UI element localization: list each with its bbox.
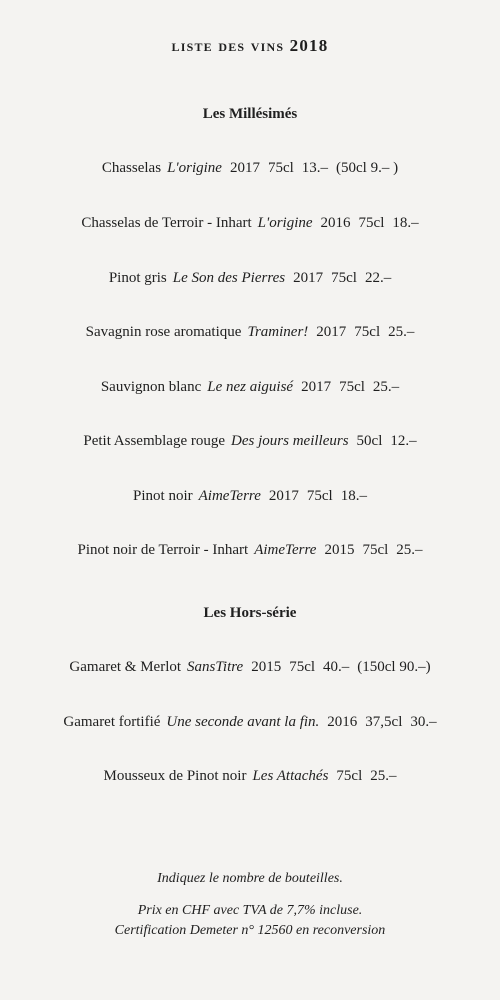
- wine-name: Gamaret fortifié: [63, 714, 161, 730]
- footer-certification: Certification Demeter n° 12560 en reconversion: [114, 923, 386, 938]
- wine-price: 25.–: [396, 542, 423, 558]
- wine-cuvee: AimeTerre: [198, 488, 261, 504]
- wine-item: [0, 768, 500, 785]
- wine-cuvee: Le nez aiguisé: [207, 379, 294, 395]
- wine-volume: 75cl: [362, 542, 389, 558]
- wine-name: Chasselas de Terroir - Inhart: [81, 215, 252, 231]
- wine-year: 2017: [316, 324, 347, 340]
- wine-cuvee: L'origine: [257, 215, 313, 231]
- wine-name: Mousseux de Pinot noir: [103, 768, 247, 784]
- wine-year: 2016: [327, 714, 358, 730]
- wine-price: 30.–: [410, 714, 437, 730]
- wine-price: 22.–: [364, 270, 392, 286]
- wine-name: Pinot gris: [108, 270, 167, 286]
- wine-name: Pinot noir de Terroir - Inhart: [77, 542, 249, 558]
- wine-year: 2015: [251, 659, 282, 675]
- wine-price: 25.–: [372, 379, 400, 395]
- wine-price: 40.–: [323, 659, 350, 675]
- wine-volume: 75cl: [354, 324, 381, 340]
- wine-item: [0, 542, 500, 559]
- wine-year: 2017: [301, 379, 332, 395]
- footer-price-note: Prix en CHF avec TVA de 7,7% incluse.: [137, 903, 363, 918]
- wine-item: [0, 379, 500, 396]
- wine-price: 18.–: [340, 488, 367, 504]
- wine-name: Pinot noir: [133, 488, 193, 504]
- wine-extra: (150cl 90.–): [357, 659, 431, 675]
- wine-item: [0, 324, 500, 341]
- wine-item: [0, 270, 500, 287]
- wine-name: Sauvignon blanc: [100, 379, 202, 395]
- wine-year: 2017: [268, 488, 299, 504]
- wine-cuvee: Des jours meilleurs: [231, 433, 349, 449]
- wine-price: 13.–: [301, 160, 329, 176]
- wine-volume: 75cl: [336, 768, 363, 784]
- wine-price: 12.–: [390, 433, 417, 449]
- wine-volume: 75cl: [289, 659, 316, 675]
- section-title-millesimes: Les Millésimés: [202, 106, 298, 122]
- page-title: liste des vins 2018: [171, 36, 329, 55]
- wine-price: 18.–: [392, 215, 419, 231]
- wine-year: 2016: [320, 215, 351, 231]
- wine-volume: 75cl: [331, 270, 357, 286]
- wine-volume: 75cl: [339, 379, 365, 395]
- wine-extra: (50cl 9.– ): [336, 160, 399, 176]
- wine-year: 2015: [324, 542, 355, 558]
- wine-cuvee: SansTitre: [187, 659, 244, 675]
- wine-cuvee: Traminer!: [247, 324, 309, 340]
- wine-item: [0, 160, 500, 177]
- wine-item: [0, 215, 500, 232]
- wine-volume: 50cl: [356, 433, 383, 449]
- wine-name: Savagnin rose aromatique: [85, 324, 242, 340]
- wine-name: Gamaret & Merlot: [69, 659, 182, 675]
- wine-year: 2017: [229, 160, 260, 176]
- wine-price: 25.–: [388, 324, 415, 340]
- wine-volume: 37,5cl: [365, 714, 403, 730]
- wine-cuvee: Les Attachés: [252, 768, 329, 784]
- wine-volume: 75cl: [358, 215, 385, 231]
- wine-volume: 75cl: [267, 160, 294, 176]
- section-title-hors-serie: Les Hors-série: [203, 605, 297, 621]
- wine-price: 25.–: [370, 768, 397, 784]
- wine-cuvee: Une seconde avant la fin.: [166, 714, 320, 730]
- wine-volume: 75cl: [306, 488, 333, 504]
- wine-item: [0, 659, 500, 676]
- wine-item: [0, 488, 500, 505]
- wine-year: 2017: [293, 270, 324, 286]
- wine-cuvee: AimeTerre: [254, 542, 317, 558]
- wine-cuvee: L'origine: [167, 160, 222, 176]
- wine-name: Chasselas: [101, 160, 162, 176]
- wine-item: [0, 714, 500, 731]
- wine-cuvee: Le Son des Pierres: [172, 270, 286, 286]
- footer-instruction: Indiquez le nombre de bouteilles.: [157, 871, 343, 886]
- wine-name: Petit Assemblage rouge: [83, 433, 226, 449]
- wine-item: [0, 433, 500, 450]
